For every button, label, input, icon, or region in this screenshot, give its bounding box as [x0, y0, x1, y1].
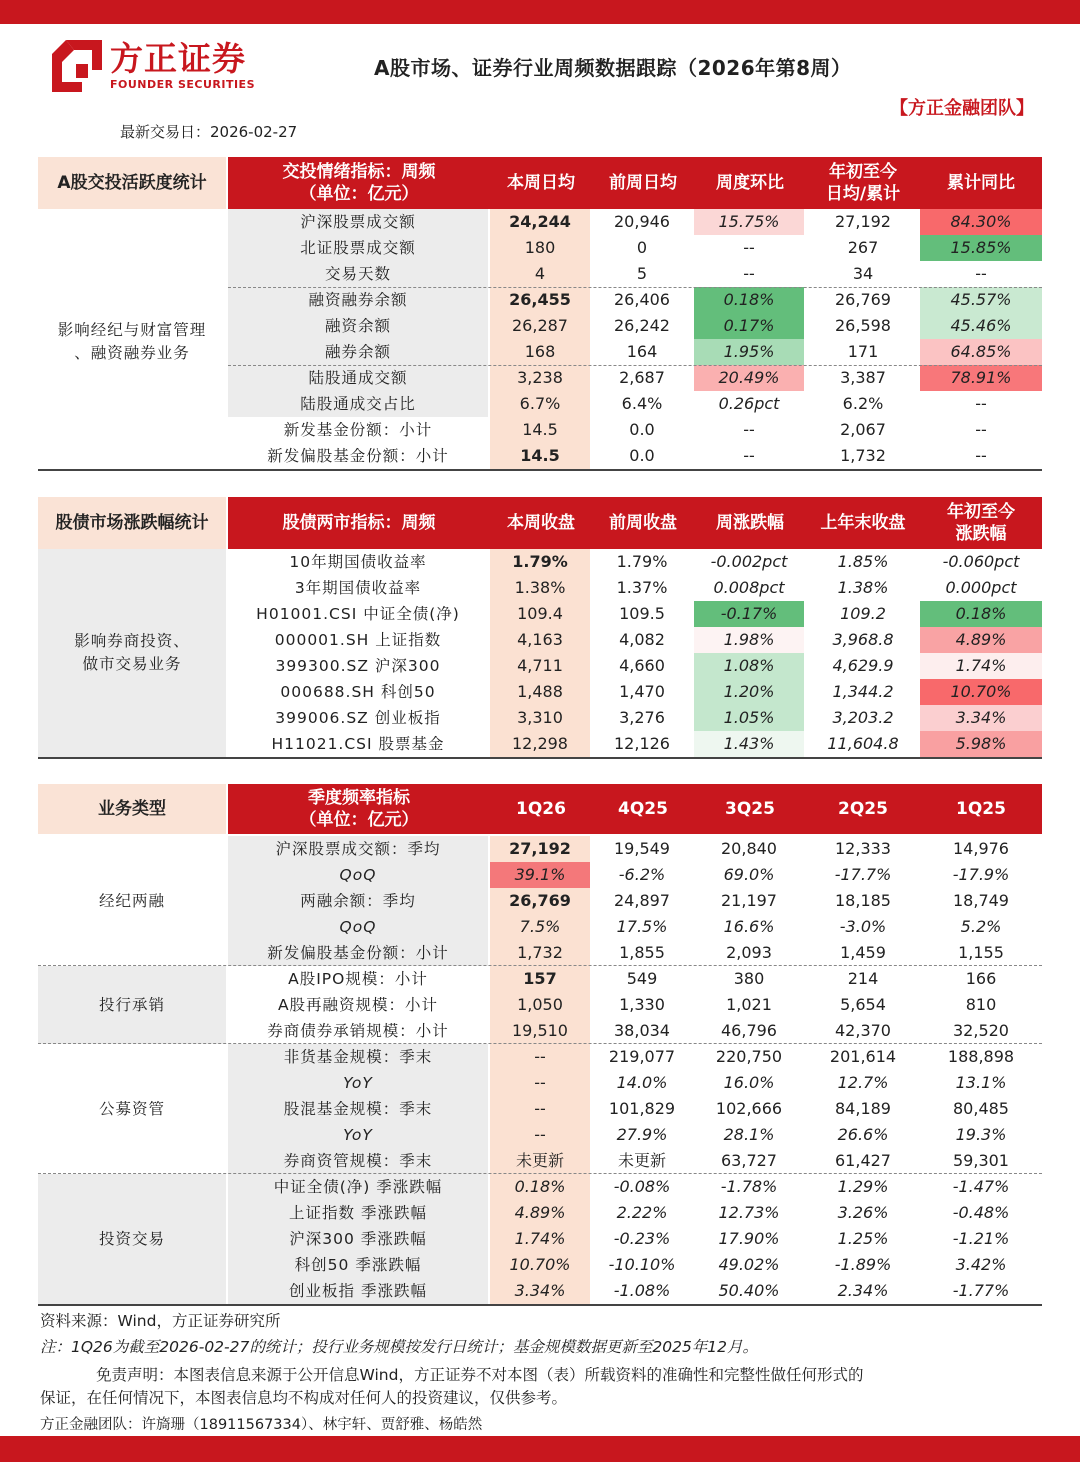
cell-5: 59,301 — [953, 1151, 1009, 1170]
s2-header-cell-2: 本周收盘 — [490, 497, 592, 549]
row-label: 新发偏股基金份额：小计 — [267, 447, 449, 465]
cell-3: 15.75% — [694, 209, 804, 235]
row-label: 融资余额 — [228, 313, 488, 339]
cell-3: 1.05% — [694, 705, 804, 731]
cell-5: 0.000pct — [945, 578, 1017, 597]
cell-1: -- — [490, 1122, 590, 1148]
cell-1: 3,310 — [490, 705, 590, 731]
s3-header-cell-0: 业务类型 — [38, 784, 226, 834]
s1-bottom-rule — [38, 469, 1042, 471]
cell-3: 102,666 — [715, 1099, 783, 1118]
cell-2: 19,549 — [614, 839, 670, 858]
cell-3: 17.90% — [718, 1229, 780, 1248]
row-label: 中证全债(净) 季涨跌幅 — [228, 1174, 488, 1200]
cell-3: 0.26pct — [718, 394, 780, 413]
cell-5: 0.18% — [920, 601, 1042, 627]
activity-table — [38, 157, 1042, 470]
s3-header-cell-4: 3Q25 — [694, 784, 806, 834]
row-label: 399300.SZ 沪深300 — [275, 657, 441, 675]
cell-3: 1.08% — [694, 653, 804, 679]
row-label: H11021.CSI 股票基金 — [271, 735, 445, 753]
row-label: 上证指数 季涨跌幅 — [228, 1200, 488, 1226]
cell-4: -17.7% — [834, 865, 892, 884]
row-label: QoQ — [228, 914, 488, 940]
cell-2: 20,946 — [614, 212, 670, 231]
cell-5: 4.89% — [920, 627, 1042, 653]
cell-4: 61,427 — [835, 1151, 891, 1170]
cell-4: 1,344.2 — [832, 682, 894, 701]
cell-2: -1.08% — [613, 1281, 671, 1300]
cell-5: 45.57% — [920, 287, 1042, 313]
cell-5: -- — [975, 394, 987, 413]
bottom-red-bar — [0, 1436, 1080, 1462]
cell-2: 24,897 — [614, 891, 670, 910]
cell-1: 39.1% — [490, 862, 590, 888]
brand-name-cn: 方正证券 — [110, 39, 246, 78]
s3-header-cell-6: 1Q25 — [920, 784, 1042, 834]
s1-header-cell-3: 前周日均 — [592, 157, 694, 209]
s3-header-cell-1: 季度频率指标 （单位：亿元） — [228, 784, 490, 834]
s1-table-row — [38, 391, 1042, 417]
cell-3: -1.78% — [720, 1177, 778, 1196]
row-label: YoY — [228, 1070, 488, 1096]
cell-4: 84,189 — [835, 1099, 891, 1118]
cell-4: 201,614 — [829, 1047, 897, 1066]
s1-category: 影响经纪与财富管理 、融资融券业务 — [38, 307, 226, 377]
cell-2: 1.37% — [616, 578, 668, 597]
cell-5: -- — [975, 264, 987, 283]
cell-1: 1.74% — [490, 1226, 590, 1252]
cell-2: 4,660 — [619, 656, 665, 675]
cell-4: 12,333 — [835, 839, 891, 858]
cell-1: 27,192 — [490, 836, 590, 862]
cell-5: -0.060pct — [942, 552, 1020, 571]
cell-1: 1,732 — [490, 940, 590, 966]
cell-2: 26,242 — [614, 316, 670, 335]
cell-3: 20.49% — [694, 365, 804, 391]
row-label: 399006.SZ 创业板指 — [275, 709, 441, 727]
s2-category: 影响券商投资、 做市交易业务 — [38, 549, 226, 757]
cell-2: 2,687 — [619, 368, 665, 387]
cell-4: 34 — [852, 264, 874, 283]
cell-3: 1.43% — [694, 731, 804, 757]
cell-1: 26,769 — [490, 888, 590, 914]
s2-header-cell-5: 上年末收盘 — [806, 497, 920, 549]
cell-2: -0.23% — [613, 1229, 671, 1248]
row-label: 沪深股票成交额 — [228, 209, 488, 235]
s1-table-row — [38, 443, 1042, 469]
cell-1: 10.70% — [490, 1252, 590, 1278]
cell-1: 3,238 — [490, 365, 590, 391]
cell-4: 2,067 — [840, 420, 886, 439]
cell-5: 166 — [965, 969, 997, 988]
cell-2: 未更新 — [617, 1151, 666, 1170]
cell-5: 19.3% — [955, 1125, 1007, 1144]
cell-4: 3,203.2 — [832, 708, 894, 727]
cell-3: 0.008pct — [713, 578, 785, 597]
cell-3: 50.40% — [718, 1281, 780, 1300]
s1-table-row — [38, 235, 1042, 261]
cell-1: 157 — [490, 966, 590, 992]
cell-1: 12,298 — [490, 731, 590, 757]
s2-header — [38, 497, 1042, 549]
cell-1: 4,163 — [490, 627, 590, 653]
row-label: 非货基金规模：季末 — [228, 1044, 488, 1070]
cell-2: 0 — [636, 238, 648, 257]
cell-4: 171 — [847, 342, 879, 361]
row-label: 新发偏股基金份额：小计 — [228, 940, 488, 966]
cell-3: -0.002pct — [710, 552, 788, 571]
row-label: 券商债券承销规模：小计 — [267, 1022, 449, 1040]
cell-4: 3,968.8 — [832, 630, 894, 649]
cell-5: 810 — [965, 995, 997, 1014]
cell-4: 109.2 — [840, 604, 886, 623]
row-label: 北证股票成交额 — [228, 235, 488, 261]
cell-5: 188,898 — [947, 1047, 1015, 1066]
cell-2: -10.10% — [608, 1255, 676, 1274]
cell-1: 24,244 — [490, 209, 590, 235]
s3-bottom-rule — [38, 1304, 1042, 1306]
row-label: H01001.CSI 中证全债(净) — [256, 605, 460, 623]
cell-5: 15.85% — [920, 235, 1042, 261]
disclaimer-line-1: 免责声明：本图表信息来源于公开信息Wind，方正证券不对本图（表）所载资料的准确性和完整性做任何形式的 — [96, 1366, 864, 1384]
cell-2: 6.4% — [621, 394, 663, 413]
cell-5: 80,485 — [953, 1099, 1009, 1118]
cell-3: 1,021 — [726, 995, 772, 1014]
row-label: 券商资管规模：季末 — [228, 1148, 488, 1174]
top-red-bar — [0, 0, 1080, 24]
row-label: 3年期国债收益率 — [294, 579, 422, 597]
cell-5: 18,749 — [953, 891, 1009, 910]
cell-4: 1.38% — [837, 578, 889, 597]
cell-4: 18,185 — [835, 891, 891, 910]
cell-1: 0.18% — [490, 1174, 590, 1200]
cell-5: 45.46% — [920, 313, 1042, 339]
quarterly-table — [38, 784, 1042, 1306]
s2-header-cell-0: 股债市场涨跌幅统计 — [38, 497, 226, 549]
row-label: QoQ — [228, 862, 488, 888]
cell-5: 5.2% — [960, 917, 1002, 936]
cell-2: 1.79% — [616, 552, 668, 571]
cell-4: 3.26% — [837, 1203, 889, 1222]
cell-5: 10.70% — [920, 679, 1042, 705]
cell-2: -0.08% — [613, 1177, 671, 1196]
cell-1: 4,711 — [490, 653, 590, 679]
s1-header-cell-1: 交投情绪指标：周频 （单位：亿元） — [228, 157, 490, 209]
cell-2: 2.22% — [616, 1203, 668, 1222]
cell-5: 13.1% — [955, 1073, 1007, 1092]
team-members: 方正金融团队：许旖珊（18911567334）、林宇轩、贾舒雅、杨皓然 — [40, 1417, 483, 1433]
cell-1: 1,488 — [490, 679, 590, 705]
s1-header — [38, 157, 1042, 209]
cell-2: 17.5% — [616, 917, 668, 936]
s3-header-cell-2: 1Q26 — [490, 784, 592, 834]
cell-4: 3,387 — [840, 368, 886, 387]
source-note: 资料来源：Wind，方正证券研究所 — [40, 1312, 281, 1330]
s3-category-2: 公募资管 — [38, 1044, 226, 1174]
row-label: A股再融资规模：小计 — [277, 996, 439, 1014]
cell-3: -0.17% — [694, 601, 804, 627]
s1-header-cell-4: 周度环比 — [694, 157, 806, 209]
cell-4: 27,192 — [835, 212, 891, 231]
cell-1: -- — [490, 1044, 590, 1070]
s1-divider-1 — [228, 287, 1042, 288]
cell-3: 69.0% — [723, 865, 775, 884]
cell-1: 19,510 — [490, 1018, 590, 1044]
cell-5: -- — [975, 420, 987, 439]
brand-name-en: FOUNDER SECURITIES — [110, 78, 255, 91]
cell-3: 12.73% — [718, 1203, 780, 1222]
cell-3: 380 — [733, 969, 765, 988]
cell-2: 5 — [636, 264, 648, 283]
cell-3: -- — [743, 446, 755, 465]
cell-2: 164 — [626, 342, 658, 361]
s2-bottom-rule — [38, 757, 1042, 759]
cell-3: 28.1% — [723, 1125, 775, 1144]
cell-4: 5,654 — [840, 995, 886, 1014]
cell-1: 109.4 — [490, 601, 590, 627]
row-label: 两融余额：季均 — [228, 888, 488, 914]
cell-4: 26,769 — [835, 290, 891, 309]
cell-2: 0.0 — [629, 420, 655, 439]
cell-5: 5.98% — [920, 731, 1042, 757]
s3-divider-1 — [38, 965, 1042, 966]
founder-logo — [52, 40, 255, 92]
cell-1: 14.5 — [490, 417, 590, 443]
market-table — [38, 497, 1042, 759]
cell-3: 20,840 — [721, 839, 777, 858]
page-title: A股市场、证券行业周频数据跟踪（2026年第8周） — [374, 56, 852, 80]
cell-2: 3,276 — [619, 708, 665, 727]
cell-4: 1.85% — [837, 552, 889, 571]
cell-5: 64.85% — [920, 339, 1042, 365]
s1-table-row — [38, 261, 1042, 287]
cell-2: 1,330 — [619, 995, 665, 1014]
cell-3: 21,197 — [721, 891, 777, 910]
cell-3: 2,093 — [726, 943, 772, 962]
cell-3: -- — [743, 420, 755, 439]
cell-5: -1.21% — [952, 1229, 1010, 1248]
cell-2: 38,034 — [614, 1021, 670, 1040]
cell-1: -- — [490, 1070, 590, 1096]
cell-3: 0.17% — [694, 313, 804, 339]
row-label: 交易天数 — [228, 261, 488, 287]
cell-1: 1.79% — [490, 549, 590, 575]
cell-1: 1.38% — [490, 575, 590, 601]
cell-5: 1,155 — [958, 943, 1004, 962]
row-label: 10年期国债收益率 — [289, 553, 427, 571]
row-label: 陆股通成交占比 — [228, 391, 488, 417]
cell-1: 3.34% — [490, 1278, 590, 1304]
row-label: 融券余额 — [228, 339, 488, 365]
cell-2: 14.0% — [616, 1073, 668, 1092]
cell-2: 27.9% — [616, 1125, 668, 1144]
cell-2: -6.2% — [618, 865, 666, 884]
cell-2: 1,855 — [619, 943, 665, 962]
trade-date: 最新交易日：2026-02-27 — [120, 123, 298, 141]
s3-header-cell-5: 2Q25 — [806, 784, 920, 834]
cell-1: 180 — [490, 235, 590, 261]
cell-1: 168 — [490, 339, 590, 365]
cell-5: -1.47% — [952, 1177, 1010, 1196]
s3-category-3: 投资交易 — [38, 1174, 226, 1304]
s2-header-cell-4: 周涨跌幅 — [694, 497, 806, 549]
cell-2: 4,082 — [619, 630, 665, 649]
cell-5: -1.77% — [952, 1281, 1010, 1300]
cell-4: -1.89% — [834, 1255, 892, 1274]
cell-5: 84.30% — [920, 209, 1042, 235]
cell-2: 12,126 — [614, 734, 670, 753]
cell-2: 549 — [626, 969, 658, 988]
s3-category-0: 经纪两融 — [38, 836, 226, 966]
cell-3: 1.20% — [694, 679, 804, 705]
s1-header-cell-6: 累计同比 — [920, 157, 1042, 209]
s1-header-cell-0: A股交投活跃度统计 — [38, 157, 226, 209]
cell-1: 6.7% — [490, 391, 590, 417]
row-label: 融资融券余额 — [228, 287, 488, 313]
row-label: 创业板指 季涨跌幅 — [228, 1278, 488, 1304]
cell-1: 未更新 — [490, 1148, 590, 1174]
s1-table-row — [38, 209, 1042, 235]
s1-table-row — [38, 417, 1042, 443]
cell-3: 49.02% — [718, 1255, 780, 1274]
s1-header-cell-2: 本周日均 — [490, 157, 592, 209]
cell-4: -3.0% — [839, 917, 887, 936]
s1-divider-2 — [228, 365, 1042, 366]
cell-2: 101,829 — [608, 1099, 676, 1118]
team-label: 【方正金融团队】 — [890, 98, 1034, 119]
cell-5: -17.9% — [952, 865, 1010, 884]
s3-category-1: 投行承销 — [38, 966, 226, 1044]
cell-5: 3.34% — [920, 705, 1042, 731]
cell-2: 109.5 — [619, 604, 665, 623]
cell-1: 26,287 — [490, 313, 590, 339]
cell-1: -- — [490, 1096, 590, 1122]
s3-divider-2 — [38, 1043, 1042, 1044]
s3-header — [38, 784, 1042, 834]
cell-2: 26,406 — [614, 290, 670, 309]
cell-4: 267 — [847, 238, 879, 257]
cell-4: 1,459 — [840, 943, 886, 962]
cell-4: 1,732 — [840, 446, 886, 465]
disclaimer-line-2: 保证，在任何情况下，本图表信息均不构成对任何人的投资建议，仅供参考。 — [40, 1389, 568, 1407]
cell-3: 1.95% — [694, 339, 804, 365]
row-label: 科创50 季涨跌幅 — [228, 1252, 488, 1278]
cell-3: 1.98% — [694, 627, 804, 653]
cell-5: -- — [975, 446, 987, 465]
cell-1: 4 — [490, 261, 590, 287]
cell-1: 14.5 — [490, 443, 590, 469]
cell-5: 1.74% — [920, 653, 1042, 679]
cell-1: 4.89% — [490, 1200, 590, 1226]
cell-5: 14,976 — [953, 839, 1009, 858]
cell-2: 219,077 — [608, 1047, 676, 1066]
cell-3: -- — [743, 264, 755, 283]
cell-5: -0.48% — [952, 1203, 1010, 1222]
s2-header-cell-3: 前周收盘 — [592, 497, 694, 549]
cell-4: 11,604.8 — [827, 734, 899, 753]
cell-3: 46,796 — [721, 1021, 777, 1040]
cell-4: 2.34% — [837, 1281, 889, 1300]
cell-5: 32,520 — [953, 1021, 1009, 1040]
cell-4: 214 — [847, 969, 879, 988]
row-label: 股混基金规模：季末 — [228, 1096, 488, 1122]
cell-1: 26,455 — [490, 287, 590, 313]
s2-header-cell-1: 股债两市指标：周频 — [228, 497, 490, 549]
s2-header-cell-6: 年初至今 涨跌幅 — [920, 497, 1042, 549]
cell-4: 6.2% — [842, 394, 884, 413]
row-label: A股IPO规模：小计 — [288, 970, 428, 988]
cell-3: 0.18% — [694, 287, 804, 313]
cell-5: 3.42% — [955, 1255, 1007, 1274]
s1-header-cell-5: 年初至今 日均/累计 — [806, 157, 920, 209]
row-label: 沪深300 季涨跌幅 — [228, 1226, 488, 1252]
cell-3: 63,727 — [721, 1151, 777, 1170]
founder-logo-icon — [52, 40, 102, 90]
cell-3: 220,750 — [715, 1047, 783, 1066]
cell-3: 16.6% — [723, 917, 775, 936]
cell-4: 1.25% — [837, 1229, 889, 1248]
footnote: 注：1Q26为截至2026-02-27的统计；投行业务规模按发行日统计；基金规模数据更新至2025年12月。 — [40, 1338, 759, 1356]
cell-2: 1,470 — [619, 682, 665, 701]
cell-4: 12.7% — [837, 1073, 889, 1092]
cell-1: 7.5% — [490, 914, 590, 940]
row-label: YoY — [228, 1122, 488, 1148]
cell-5: 78.91% — [920, 365, 1042, 391]
cell-3: 16.0% — [723, 1073, 775, 1092]
row-label: 新发基金份额：小计 — [283, 421, 433, 439]
row-label: 沪深股票成交额：季均 — [228, 836, 488, 862]
cell-3: -- — [743, 238, 755, 257]
row-label: 000688.SH 科创50 — [280, 683, 436, 701]
s3-divider-3 — [38, 1173, 1042, 1174]
cell-4: 1.29% — [837, 1177, 889, 1196]
cell-4: 42,370 — [835, 1021, 891, 1040]
cell-4: 26.6% — [837, 1125, 889, 1144]
cell-4: 26,598 — [835, 316, 891, 335]
cell-4: 4,629.9 — [832, 656, 894, 675]
row-label: 陆股通成交额 — [228, 365, 488, 391]
row-label: 000001.SH 上证指数 — [274, 631, 442, 649]
cell-1: 1,050 — [490, 992, 590, 1018]
cell-2: 0.0 — [629, 446, 655, 465]
s3-header-cell-3: 4Q25 — [592, 784, 694, 834]
